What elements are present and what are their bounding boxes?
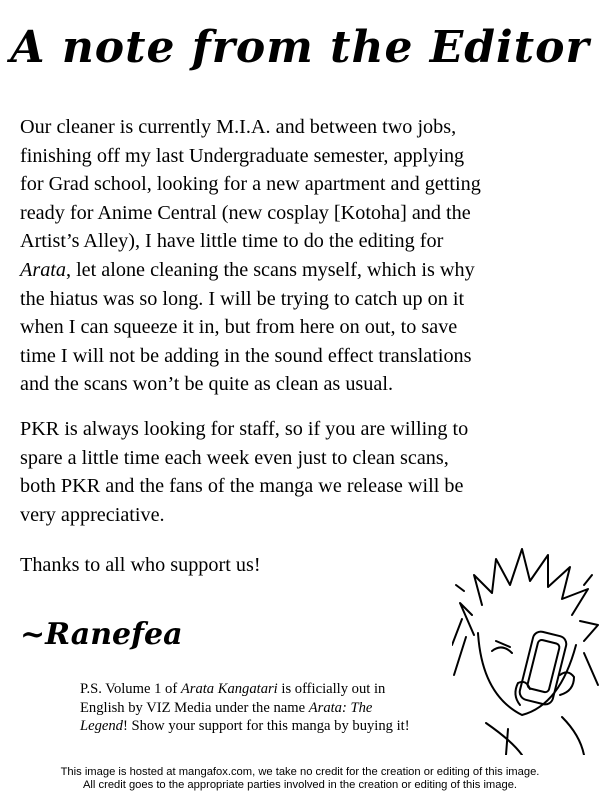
text-line: Artist’s Alley), I have little time to do the editing for (20, 230, 444, 253)
text-line: finishing off my last Undergraduate semester, applying (20, 144, 465, 167)
text-line: when I can squeeze it in, but from here on out, to save (20, 316, 458, 339)
hosting-disclaimer (0, 766, 600, 792)
manga-character-holding-phone-icon (452, 545, 600, 755)
text-fragment: English by VIZ Media under the name (80, 699, 309, 716)
text-line: Thanks to all who support us! (20, 554, 261, 576)
footer-line: This image is hosted at mangafox.com, we take no credit for the creation or editing of this image. (60, 766, 540, 778)
text-line: and the scans won’t be quite as clean as usual. (20, 373, 393, 396)
text-line: time I will not be adding in the sound effect translations (20, 344, 472, 367)
text-line: Our cleaner is currently M.I.A. and between two jobs, (20, 116, 457, 138)
text-line: for Grad school, looking for a new apartment and getting (20, 173, 481, 196)
text-line: both PKR and the fans of the manga we release will be (20, 475, 464, 498)
text-line: the hiatus was so long. I will be trying to catch up on it (20, 287, 465, 310)
text-line: spare a little time each week even just to clean scans, (20, 446, 449, 469)
manga-title-italic: Legend (80, 718, 123, 735)
manga-title-italic: Arata: The (308, 699, 373, 716)
text-line (80, 680, 500, 699)
text-line: ready for Anime Central (new cosplay [Kotoha] and the (20, 201, 471, 224)
text-fragment: is officially out in (277, 681, 386, 697)
text-line (80, 717, 500, 736)
text-line (80, 699, 500, 718)
signature: ~Ranefea (20, 617, 183, 652)
text-fragment: ! Show your support for this manga by buying it! (122, 718, 410, 735)
text-line: very appreciative. (20, 503, 165, 526)
page-title: A note from the Editor (10, 22, 590, 73)
text-fragment: , let alone cleaning the scans myself, which is why (65, 258, 475, 281)
footer-line: All credit goes to the appropriate parties involved in the creation or editing of this image. (82, 779, 518, 791)
text-fragment: P.S. Volume 1 of (80, 681, 181, 697)
manga-title-italic: Arata Kangatari (180, 681, 278, 697)
postscript (80, 680, 500, 736)
manga-title-italic: Arata (20, 258, 66, 281)
text-line (20, 256, 585, 285)
paragraph-2 (20, 415, 585, 529)
paragraph-1 (20, 113, 585, 399)
text-line: PKR is always looking for staff, so if you are willing to (20, 418, 469, 440)
